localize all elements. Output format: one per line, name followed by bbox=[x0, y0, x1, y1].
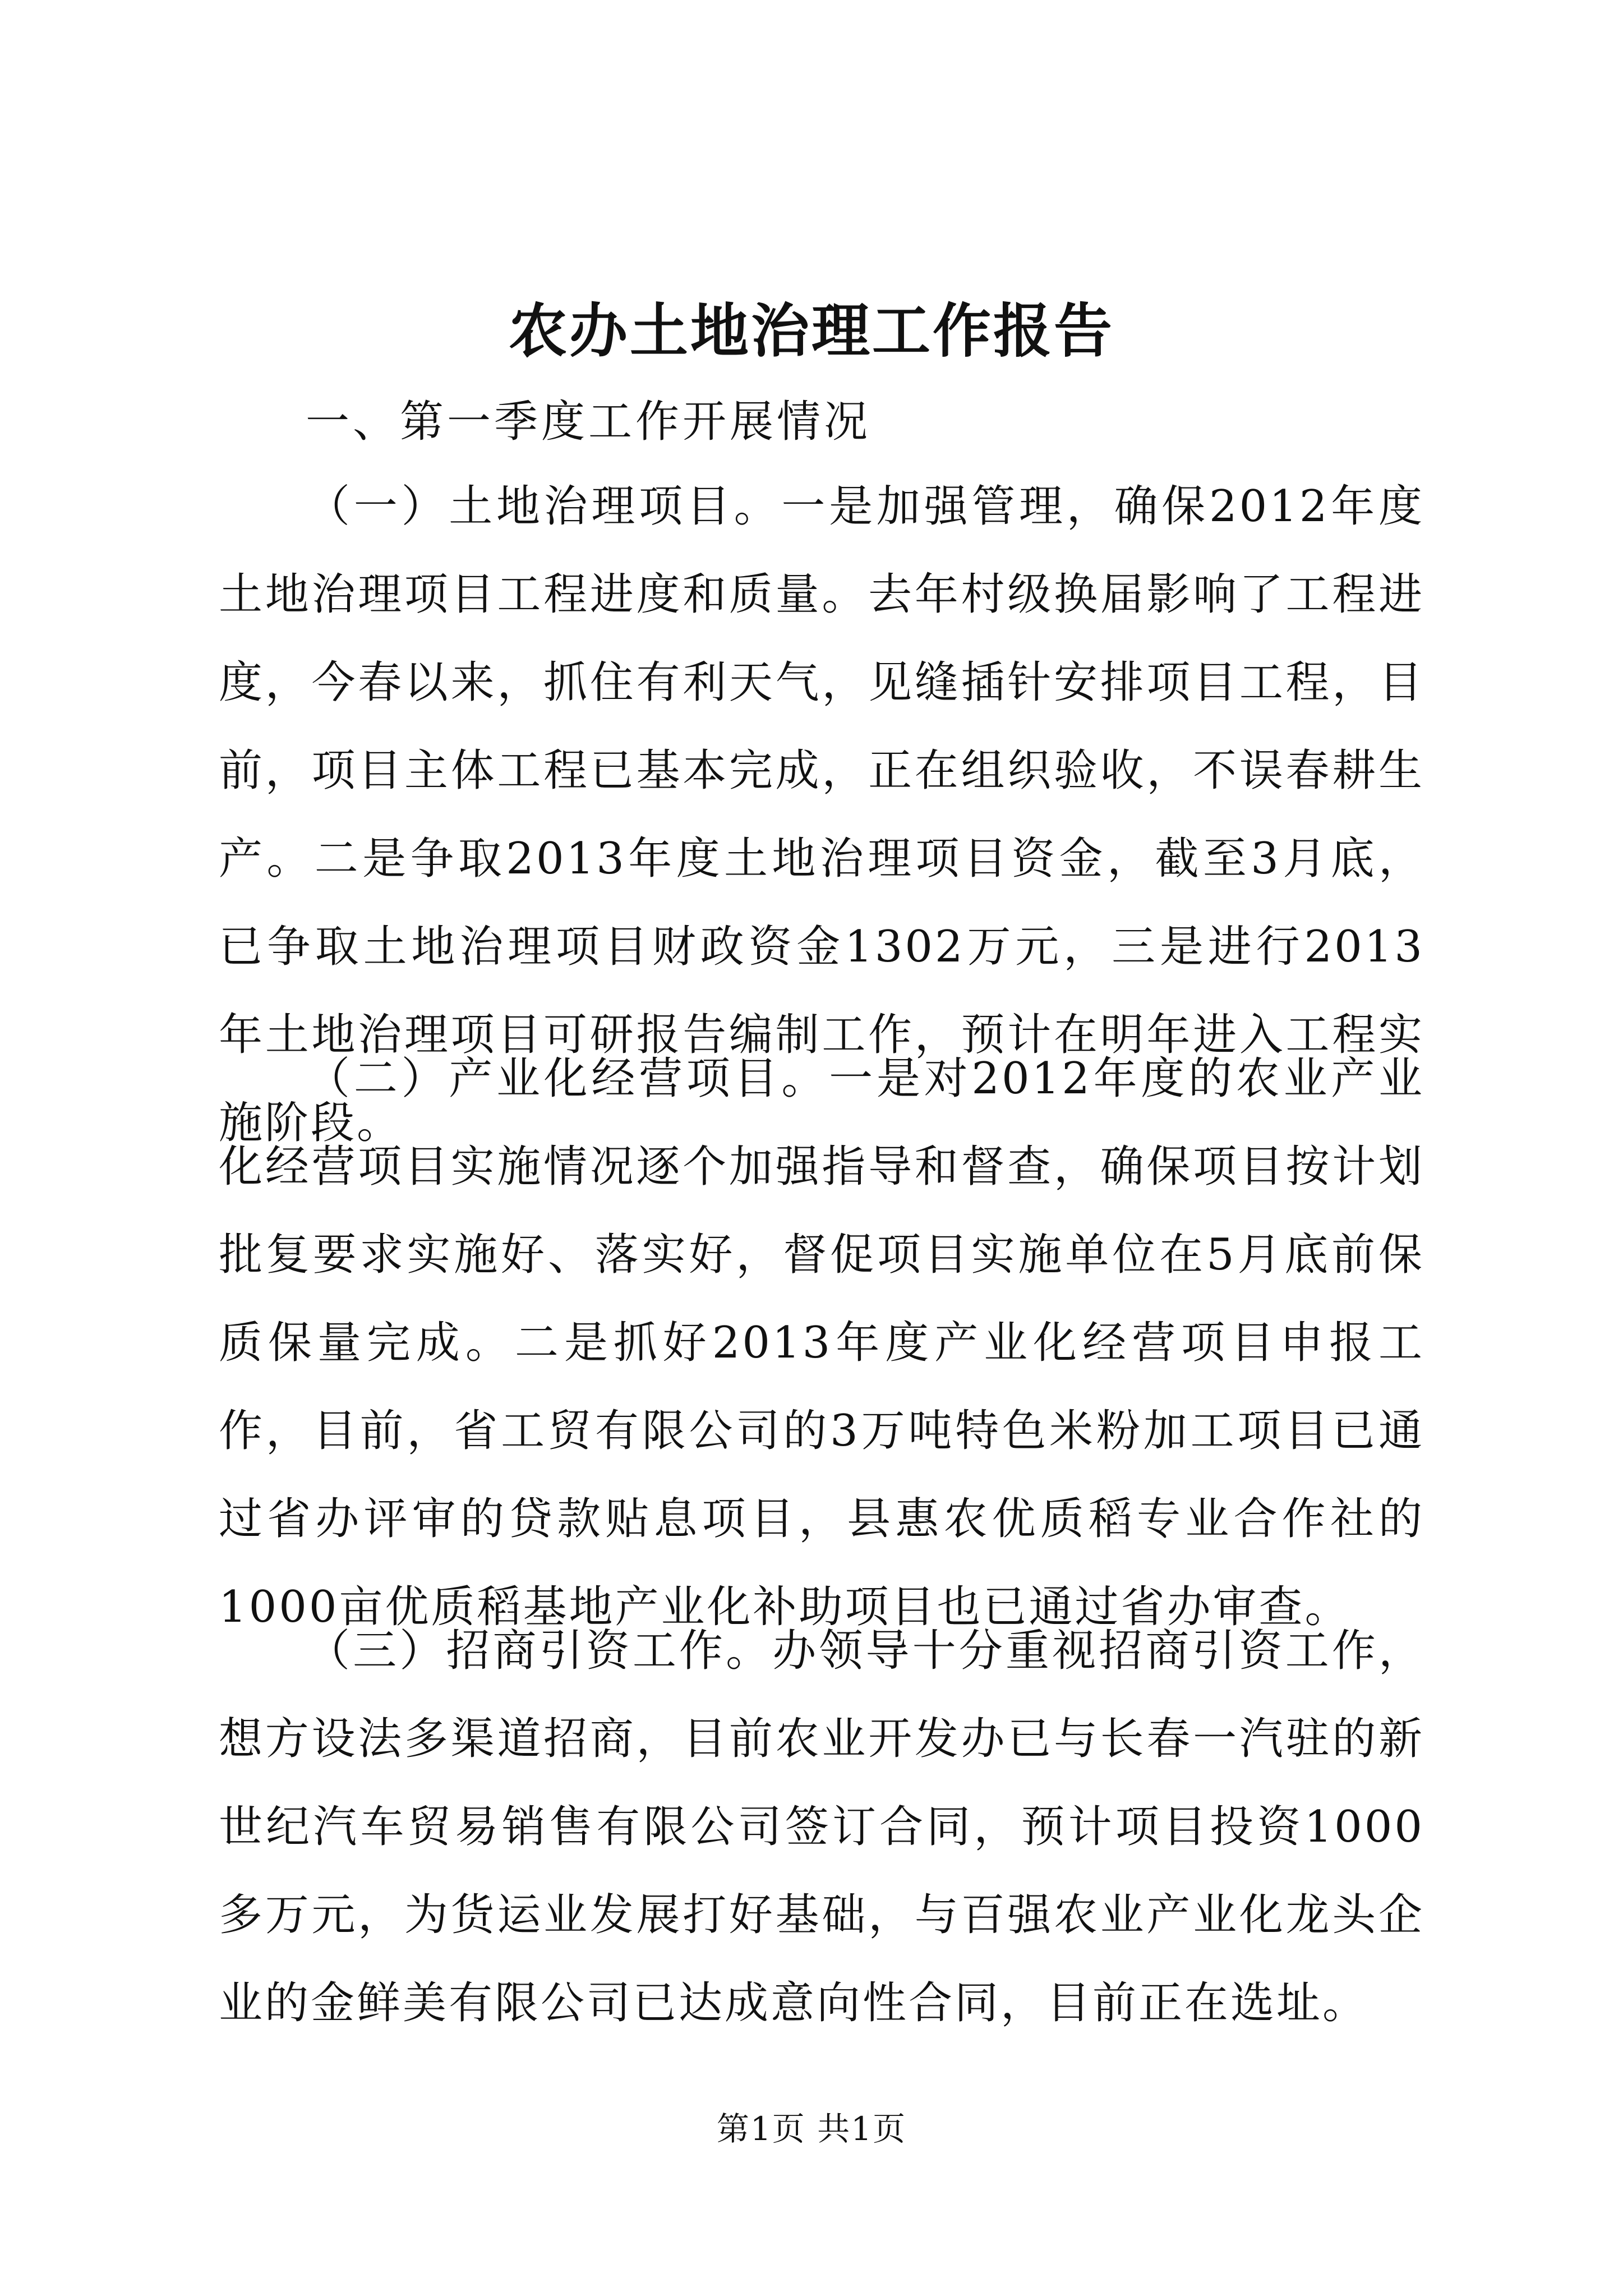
paragraph-land-governance: （一）土地治理项目。一是加强管理，确保2012年度土地治理项目工程进度和质量。去年村级换届影响了工程进度，今春以来，抓住有利天气，见缝插针安排项目工程，目前，项目主体工程已基本完成，正在组织验收，不误春耕生产。二是争取2013年度土地治理项目资金，截至3月底，已争取土地治理项目财政资金1302万元，三是进行2013年土地治理项目可研报告编制工作，预计在明年进入工程实施阶段。 bbox=[219, 481, 1424, 1148]
section-heading: 一、第一季度工作开展情况 bbox=[306, 397, 872, 447]
paragraph-industrialization: （二）产业化经营项目。一是对2012年度的农业产业化经营项目实施情况逐个加强指导和督查，确保项目按计划批复要求实施好、落实好，督促项目实施单位在5月底前保质保量完成。二是抓好2013年度产业化经营项目申报工作，目前，省工贸有限公司的3万吨特色米粉加工项目已通过省办评审的贷款贴息项目，县惠农优质稻专业合作社的1000亩优质稻基地产业化补助项目也已通过省办审查。 bbox=[219, 1053, 1424, 1632]
page-footer: 第1页 共1页 bbox=[716, 2110, 907, 2148]
paragraph-investment: （三）招商引资工作。办领导十分重视招商引资工作，想方设法多渠道招商，目前农业开发办已与长春一汽驻的新世纪汽车贸易销售有限公司签订合同，预计项目投资1000多万元，为货运业发展打好基础，与百强农业产业化龙头企业的金鲜美有限公司已达成意向性合同，目前正在选址。 bbox=[219, 1626, 1424, 2028]
document-title: 农办土地治理工作报告 bbox=[508, 296, 1114, 365]
